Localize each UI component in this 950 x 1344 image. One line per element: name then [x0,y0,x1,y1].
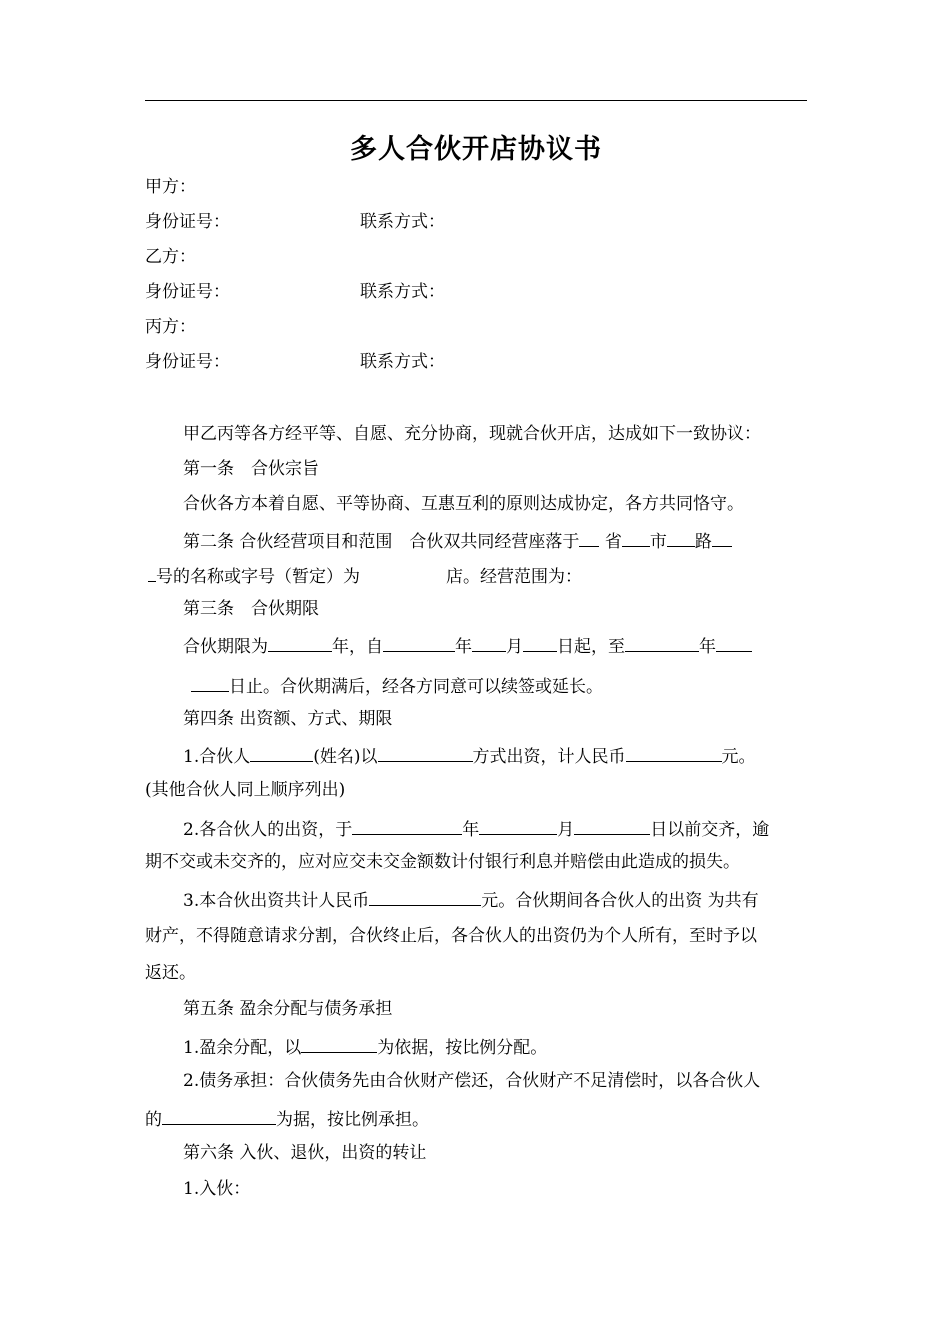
intro-paragraph: 甲乙丙等各方经平等、自愿、充分协商，现就合伙开店，达成如下一致协议： [183,424,761,444]
article-4-item-1 [183,742,756,769]
article-5-text: 为据，按比例承担。 [276,1110,429,1130]
article-6-item-1: 1.入伙： [183,1179,251,1199]
article-3-text: 日止。合伙期满后，经各方同意可以续签或延长。 [229,677,603,697]
article-4-note: (其他合伙人同上顺序列出) [145,780,346,800]
article-5-text: 的 [145,1110,162,1130]
blank-field [301,1033,377,1053]
article-3-text: 年，自 [332,637,383,657]
article-2-store-name: 号的名称或字号（暂定）为 [156,567,360,587]
article-5-item-2: 2.债务承担：合伙债务先由合伙财产偿还，合伙财产不足清偿时，以各合伙人 [183,1071,761,1091]
blank-field [369,886,481,906]
article-4-item-3-line-2: 财产，不得随意请求分割，合伙终止后，各合伙人的出资仍为个人所有，至时予以 [145,926,757,946]
article-3-text: 年 [699,637,716,657]
article-4-text: 元。合伙期间各合伙人的出资 为共有 [481,891,759,911]
blank-field [250,742,313,762]
article-5-item-2-line-2 [145,1105,429,1132]
article-4-text: 元。 [721,747,756,767]
article-4-text: 2.各合伙人的出资，于 [183,820,353,840]
blank-field [378,742,473,762]
blank-field [622,527,650,547]
article-3-text: 年 [455,637,472,657]
article-5-text: 为依据，按比例分配。 [377,1038,548,1058]
article-5-text: 1.盈余分配，以 [183,1038,302,1058]
article-4-text: 方式出资，计人民币 [472,747,626,767]
blank-field [472,632,506,652]
document-title: 多人合伙开店协议书 [350,134,602,165]
party-c-label: 丙方： [145,317,196,337]
article-3-line-1 [183,632,752,659]
blank-field [148,562,156,582]
article-1-text: 合伙各方本着自愿、平等协商、互惠互利的原则达成协定，各方共同恪守。 [183,494,744,514]
blank-field [479,815,557,835]
article-4-heading: 第四条 出资额、方式、期限 [183,709,393,729]
blank-field [268,632,332,652]
article-4-text: 年 [462,820,480,840]
article-2-line-1 [183,527,732,554]
blank-field [579,527,599,547]
article-5-item-1 [183,1033,547,1060]
blank-field [626,742,722,762]
party-c-id-label: 身份证号： [145,352,230,372]
article-4-text: 日以前交齐，逾 [650,820,770,840]
article-1-heading: 第一条 合伙宗旨 [183,459,319,479]
party-a-contact-label: 联系方式： [360,212,445,232]
blank-field [625,632,699,652]
party-b-id-label: 身份证号： [145,282,230,302]
blank-field [523,632,557,652]
article-2-line-2 [148,562,582,589]
article-2-road: 路 [694,532,712,552]
article-6-heading: 第六条 入伙、退伙，出资的转让 [183,1143,427,1163]
party-a-label: 甲方： [145,177,196,197]
blank-field [352,815,462,835]
blank-field [162,1105,276,1125]
article-3-line-2 [191,672,603,699]
article-2-text: 第二条 合伙经营项目和范围 合伙双共同经营座落于 [183,532,580,552]
article-3-text: 月 [506,637,523,657]
blank-field [191,672,229,692]
article-4-text: 月 [557,820,575,840]
article-4-text: (姓名)以 [313,747,378,767]
blank-field [574,815,650,835]
article-4-item-2 [183,815,769,842]
article-2-province: 省 [604,532,622,552]
article-2-city: 市 [649,532,667,552]
party-c-contact-label: 联系方式： [360,352,445,372]
article-3-text: 合伙期限为 [183,637,268,657]
article-5-heading: 第五条 盈余分配与债务承担 [183,999,393,1019]
party-b-label: 乙方： [145,247,196,267]
blank-field [383,632,455,652]
blank-field [712,527,732,547]
article-4-item-3-line-3: 返还。 [145,963,196,983]
article-2-scope: 店。经营范围为： [446,567,582,587]
article-4-text: 3.本合伙出资共计人民币 [183,891,370,911]
article-3-heading: 第三条 合伙期限 [183,599,319,619]
article-4-item-3 [183,886,759,913]
party-a-id-label: 身份证号： [145,212,230,232]
party-b-contact-label: 联系方式： [360,282,445,302]
header-rule [145,100,807,101]
article-4-text: 1.合伙人 [183,747,251,767]
blank-field [667,527,695,547]
blank-field [716,632,752,652]
article-4-item-2-line-2: 期不交或未交齐的，应对应交未交金额数计付银行利息并赔偿由此造成的损失。 [145,852,740,872]
article-3-text: 日起，至 [557,637,625,657]
